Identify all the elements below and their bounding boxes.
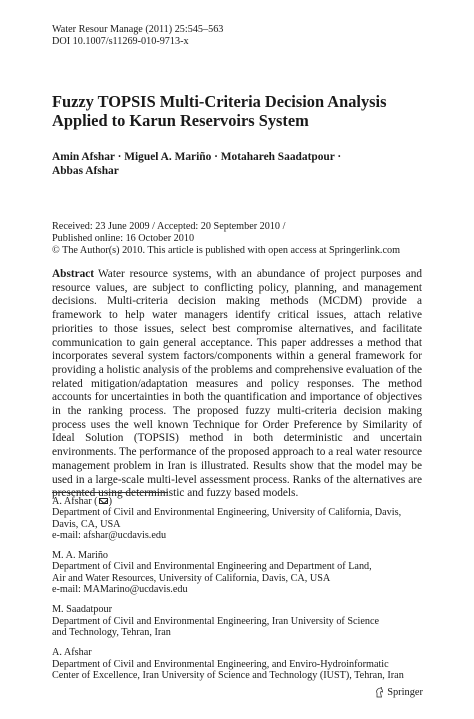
affiliation-line: Department of Civil and Environmental Engineering, Iran University of Science — [52, 615, 380, 627]
springer-horse-icon — [375, 687, 384, 698]
affiliation-line: and Technology, Tehran, Iran — [52, 626, 171, 638]
affiliations — [52, 496, 422, 690]
journal-header — [52, 24, 223, 47]
envelope-icon — [99, 498, 108, 504]
title-line-1: Fuzzy TOPSIS Multi-Criteria Decision Analysis — [52, 92, 387, 111]
affiliation-line: Center of Excellence, Iran University of Science and Technology (IUST), Tehran, Iran — [52, 669, 404, 681]
affiliation-3 — [52, 604, 422, 638]
abstract — [52, 268, 422, 501]
author-list — [52, 150, 432, 178]
title-line-2: Applied to Karun Reservoirs System — [52, 111, 309, 130]
dates-received-accepted: Received: 23 June 2009 / Accepted: 20 September 2010 / — [52, 221, 286, 232]
affiliation-line: Air and Water Resources, University of California, Davis, CA, USA — [52, 572, 331, 584]
article-title — [52, 92, 432, 130]
journal-doi: DOI 10.1007/s11269-010-9713-x — [52, 35, 189, 47]
footnote-divider — [52, 492, 168, 493]
affiliation-line: Department of Civil and Environmental Engineering and Department of Land, — [52, 561, 372, 573]
affiliation-line: Davis, CA, USA — [52, 518, 121, 530]
authors-line-2: Abbas Afshar — [52, 165, 119, 177]
abstract-text: Water resource systems, with an abundance of project purposes and resource values, are subject to conflicting policy, planning, and management decisions. Multi-criteria decision making methods (MCDM) provide a framework to help water managers identify critical issues, attach relative priorities to those issues, select best compromise alternatives, and facilitate communication to gain general acceptance. This paper addresses a method that incorporates several system factors/components within a general framework for providing a holistic analysis of the problems and comprehensive evaluation of the related mitigation/adaptation measures and policy responses. The method accounts for uncertainties in both the quantification and importance of objectives in the ranking process. The proposed fuzzy multi-criteria decision making process uses the well known Technique for Order Preference by Similarity of Ideal Solution (TOPSIS) method in both deterministic and uncertain environments. The performance of the proposed approach to a real water resource management problem in Iran is illustrated. Results show that the model may be used in a large-scale multi-level assessment process. Ranks of the alternatives are presented using deterministic and fuzzy based models. — [52, 268, 422, 500]
publication-dates — [52, 221, 432, 257]
affiliation-2 — [52, 550, 422, 595]
affiliation-line: Department of Civil and Environmental Engineering, University of California, Davis, — [52, 507, 402, 519]
publisher-name: Springer — [387, 687, 423, 698]
affiliation-email: e-mail: MAMarino@ucdavis.edu — [52, 584, 188, 596]
open-access-notice: © The Author(s) 2010. This article is published with open access at Springerlink.com — [52, 245, 401, 256]
affiliation-name: M. Saadatpour — [52, 604, 112, 616]
affiliation-4 — [52, 647, 422, 681]
affiliation-email: e-mail: afshar@ucdavis.edu — [52, 529, 167, 541]
affiliation-name: A. Afshar — [52, 647, 92, 659]
affiliation-line: Department of Civil and Environmental Engineering, and Enviro-Hydroinformatic — [52, 658, 389, 670]
publisher-logo — [375, 687, 423, 698]
authors-line-1: Amin Afshar · Miguel A. Mariño · Motahareh Saadatpour · — [52, 151, 342, 163]
abstract-label: Abstract — [52, 268, 95, 280]
dates-published-online: Published online: 16 October 2010 — [52, 233, 195, 244]
affiliation-name: M. A. Mariño — [52, 550, 109, 562]
journal-citation: Water Resour Manage (2011) 25:545–563 — [52, 24, 224, 35]
affiliation-name: A. Afshar ( ) — [52, 496, 112, 507]
affiliation-1 — [52, 496, 422, 541]
